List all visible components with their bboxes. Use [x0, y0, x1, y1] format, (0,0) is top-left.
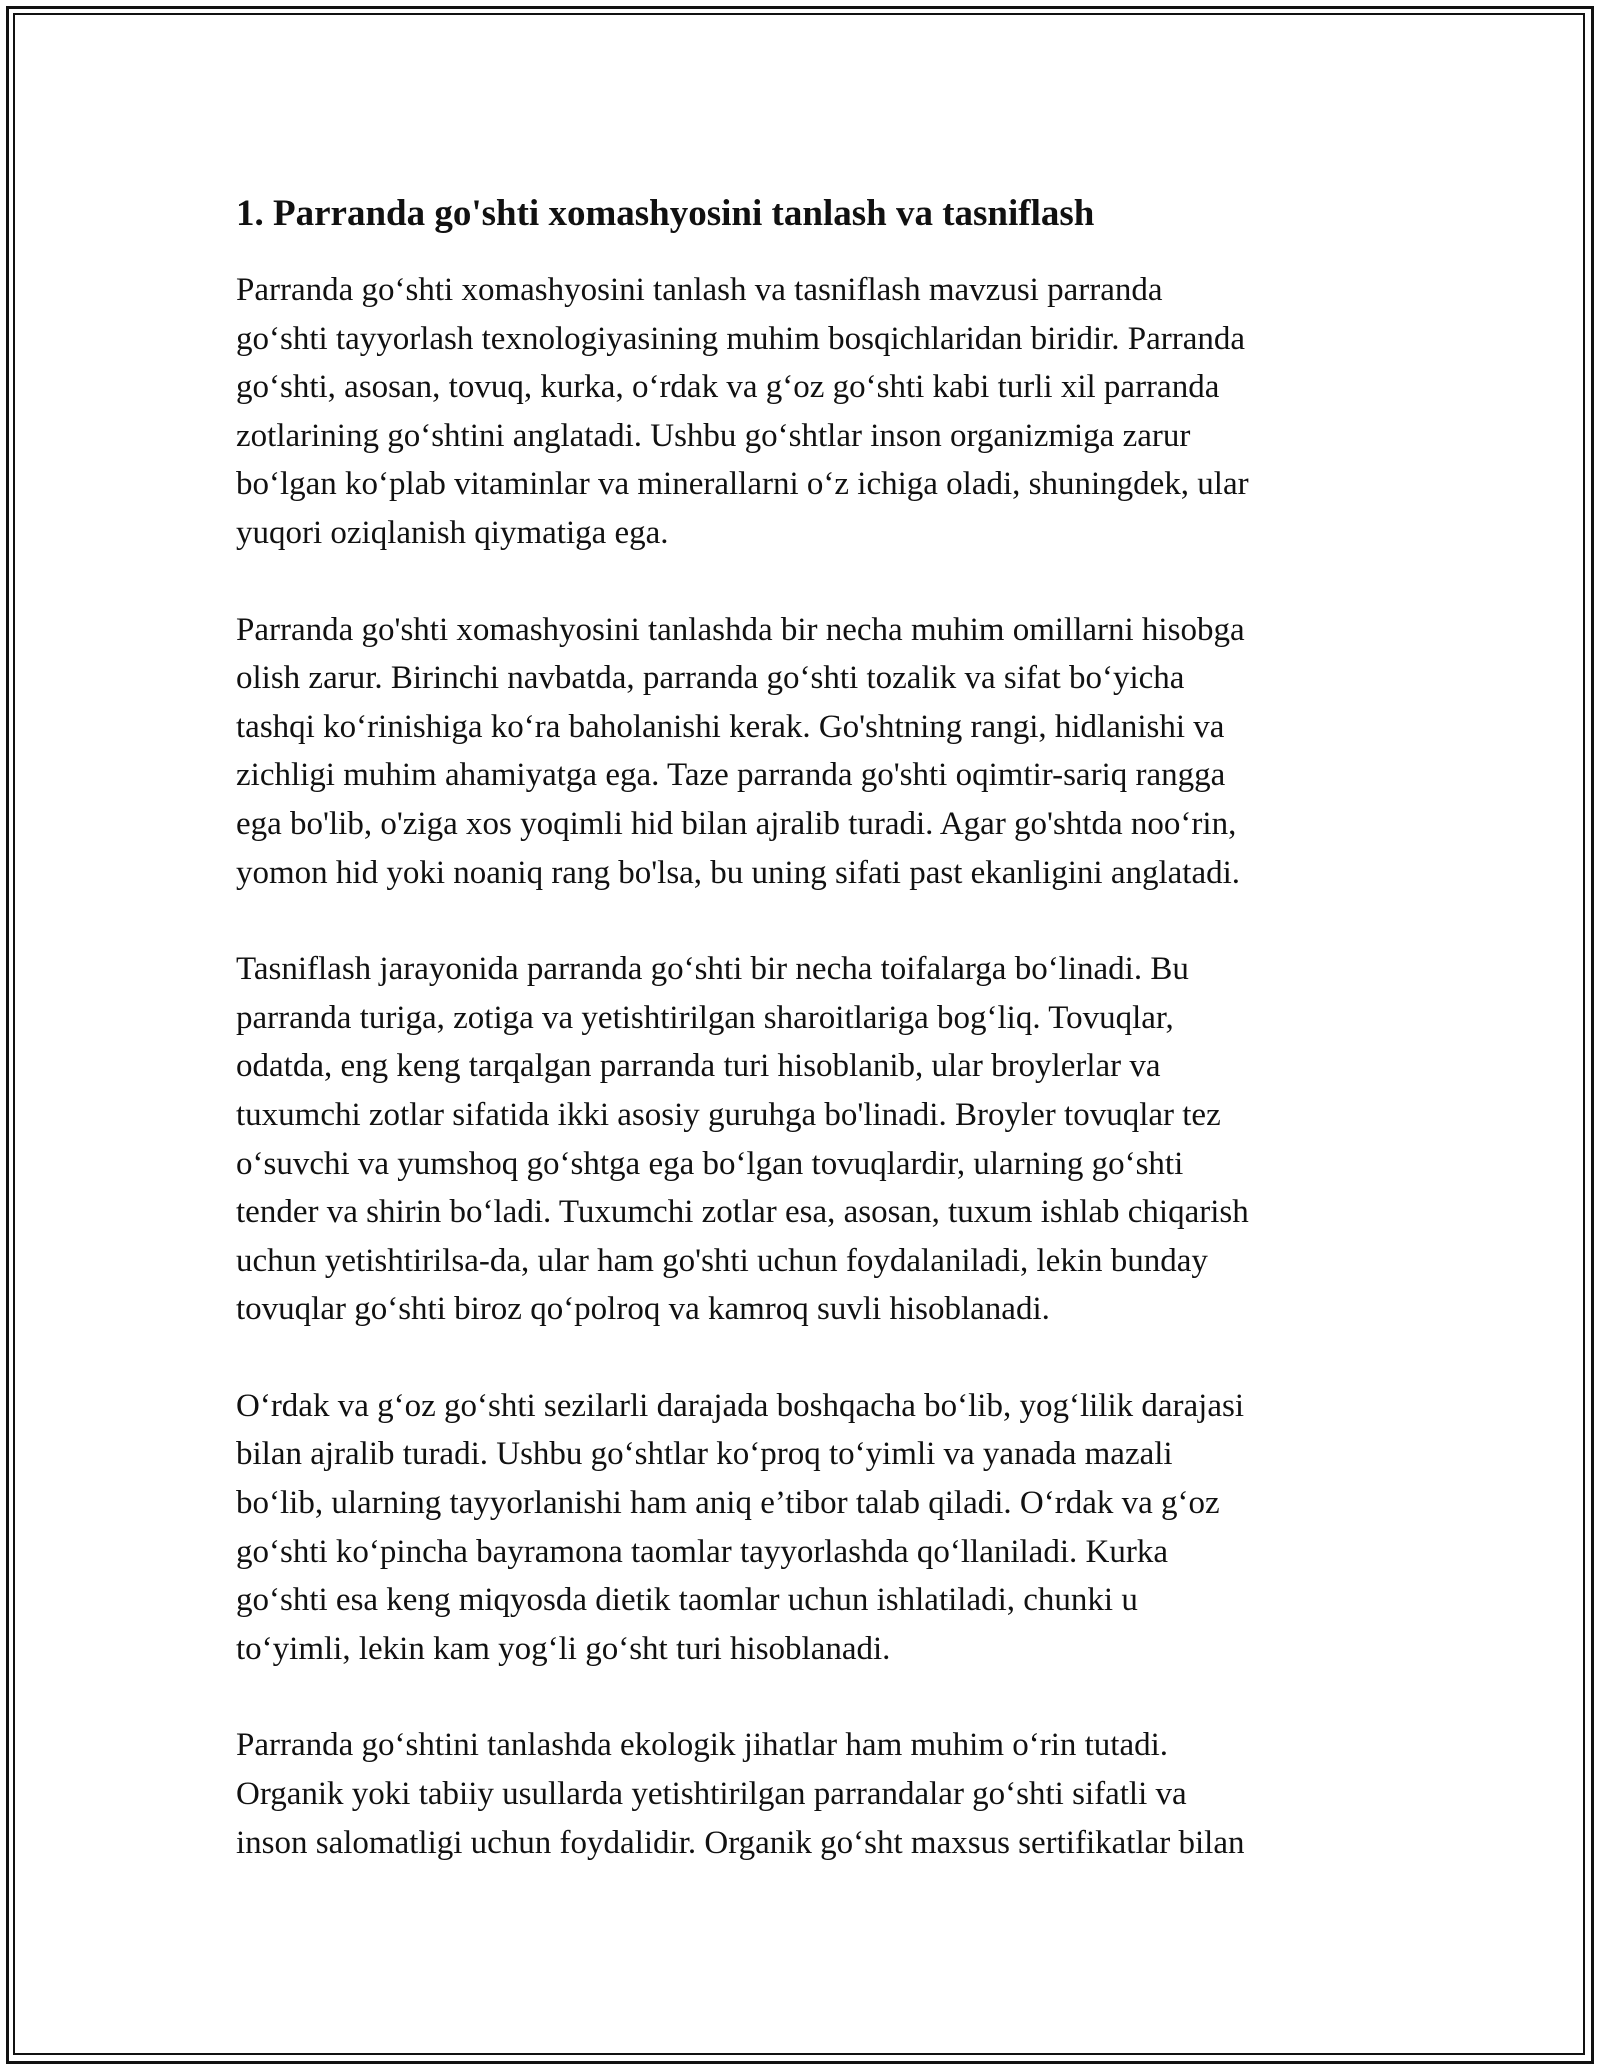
text-line: bo‘lib, ularning tayyorlanishi ham aniq e’tibor talab qiladi. O‘rdak va g‘oz: [236, 1485, 1220, 1522]
text-line: yuqori oziqlanish qiymatiga ega.: [236, 514, 669, 551]
text-line: bo‘lgan ko‘plab vitaminlar va minerallarni o‘z ichiga oladi, shuningdek, ular: [236, 466, 1249, 503]
text-line: ega bo'lib, o'ziga xos yoqimli hid bilan ajralib turadi. Agar go'shtda noo‘rin,: [236, 805, 1237, 842]
text-line: to‘yimli, lekin kam yog‘li go‘sht turi hisoblanadi.: [236, 1630, 891, 1667]
text-line: tender va shirin bo‘ladi. Tuxumchi zotlar esa, asosan, tuxum ishlab chiqarish: [236, 1194, 1249, 1231]
text-line: parranda turiga, zotiga va yetishtirilgan sharoitlariga bog‘liq. Tovuqlar,: [236, 999, 1174, 1036]
text-line: go‘shti, asosan, tovuq, kurka, o‘rdak va g‘oz go‘shti kabi turli xil parranda: [236, 369, 1220, 406]
text-line: go‘shti ko‘pincha bayramona taomlar tayyorlashda qo‘llaniladi. Kurka: [236, 1533, 1168, 1570]
paragraph-4: [236, 1382, 1366, 1674]
section-title: 1. Parranda go'shti xomashyosini tanlash va tasniflash: [236, 193, 1095, 234]
text-line: zotlarining go‘shtini anglatadi. Ushbu go‘shtlar inson organizmiga zarur: [236, 417, 1191, 454]
text-line: Parranda go'shti xomashyosini tanlashda bir necha muhim omillarni hisobga: [236, 611, 1245, 648]
paragraph-5: [236, 1721, 1366, 1867]
text-line: zichligi muhim ahamiyatga ega. Taze parranda go'shti oqimtir-sariq rangga: [236, 757, 1226, 794]
text-line: uchun yetishtirilsa-da, ular ham go'shti uchun foydalaniladi, lekin bunday: [236, 1242, 1208, 1279]
text-line: O‘rdak va g‘oz go‘shti sezilarli darajada boshqacha bo‘lib, yog‘lilik darajasi: [236, 1387, 1244, 1424]
text-line: Tasniflash jarayonida parranda go‘shti bir necha toifalarga bo‘linadi. Bu: [236, 951, 1189, 988]
text-line: bilan ajralib turadi. Ushbu go‘shtlar ko‘proq to‘yimli va yanada mazali: [236, 1436, 1173, 1473]
text-line: o‘suvchi va yumshoq go‘shtga ega bo‘lgan tovuqlardir, ularning go‘shti: [236, 1145, 1184, 1182]
text-line: Parranda go‘shtini tanlashda ekologik jihatlar ham muhim o‘rin tutadi.: [236, 1727, 1169, 1764]
text-line: odatda, eng keng tarqalgan parranda turi hisoblanib, ular broylerlar va: [236, 1048, 1161, 1085]
text-line: go‘shti esa keng miqyosda dietik taomlar uchun ishlatiladi, chunki u: [236, 1582, 1138, 1619]
paragraph-1: [236, 266, 1366, 558]
paragraph-2: [236, 606, 1366, 898]
text-line: go‘shti tayyorlash texnologiyasining muhim bosqichlaridan biridir. Parranda: [236, 320, 1246, 357]
text-line: tashqi ko‘rinishiga ko‘ra baholanishi kerak. Go'shtning rangi, hidlanishi va: [236, 708, 1225, 745]
text-line: Organik yoki tabiiy usullarda yetishtirilgan parrandalar go‘shti sifatli va: [236, 1776, 1187, 1813]
text-line: yomon hid yoki noaniq rang bo'lsa, bu uning sifati past ekanligini anglatadi.: [236, 854, 1241, 891]
text-line: olish zarur. Birinchi navbatda, parranda go‘shti tozalik va sifat bo‘yicha: [236, 660, 1185, 697]
text-line: tovuqlar go‘shti biroz qo‘polroq va kamroq suvli hisoblanadi.: [236, 1291, 1050, 1328]
text-line: tuxumchi zotlar sifatida ikki asosiy guruhga bo'linadi. Broyler tovuqlar tez: [236, 1096, 1221, 1133]
text-line: Parranda go‘shti xomashyosini tanlash va tasniflash mavzusi parranda: [236, 272, 1163, 308]
document-body: [236, 186, 1366, 1915]
text-line: inson salomatligi uchun foydalidir. Organik go‘sht maxsus sertifikatlar bilan: [236, 1824, 1245, 1861]
paragraph-3: [236, 945, 1366, 1334]
